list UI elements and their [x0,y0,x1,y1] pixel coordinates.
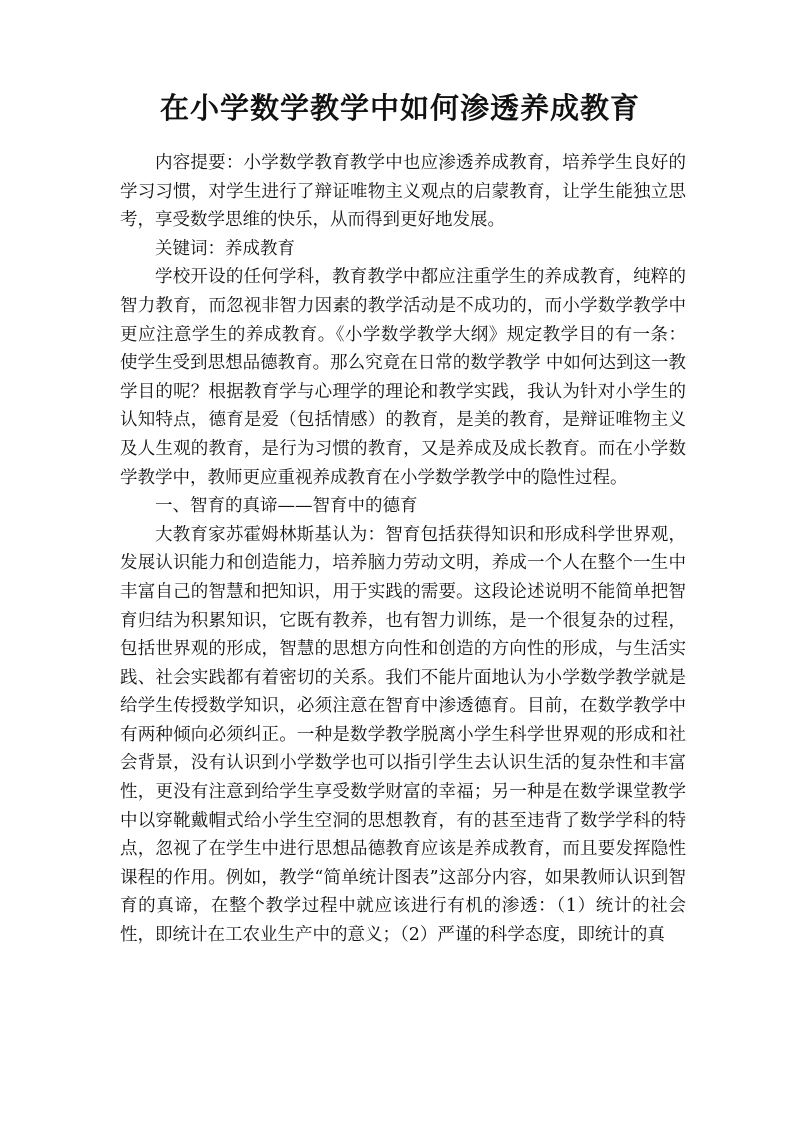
keywords-line: 关键词：养成教育 [155,238,295,259]
section-heading-1: 一、智育的真谛——智育中的德育 [155,496,418,517]
body-paragraph-2: 大教育家苏霍姆林斯基认为：智育包括获得知识和形成科学世界观，发展认识能力和创造能力，培养脑力劳动文明，养成一个人在整个一生中丰富自己的智慧和把知识，用于实践的需要。这段论述说明不能简单把智育归结为积累知识，它既有教养，也有智力训练，是一个很复杂的过程，包括世界观的形成，智慧的思想方向性和创造的方向性的形成，与生活实践、社会实践都有着密切的关系。我们不能片面地认为小学数学教学就是给学生传授数学知识，必须注意在智育中渗透德育。目前，在数学教学中有两种倾向必须纠正。一种是数学教学脱离小学生科学世界观的形成和社会背景，没有认识到小学数学也可以指引学生去认识生活的复杂性和丰富性，更没有注意到给学生享受数学财富的幸福；另一种是在数学课堂教学中以穿靴戴帽式给小学生空洞的思想教育，有的甚至违背了数学学科的特点，忽视了在学生中进行思想品德教育应该是养成教育，而且要发挥隐性课程的作用。例如，教学“简单统计图表”这部分内容，如果教师认识到智育的真谛，在整个教学过程中就应该进行有机的渗透：（1）统计的社会性，即统计在工农业生产中的意义；（2）严谨的科学态度，即统计的真 [120,524,686,946]
page-title: 在小学数学教学中如何渗透养成教育 [159,91,640,125]
body-paragraph-1: 学校开设的任何学科，教育教学中都应注重学生的养成教育，纯粹的智力教育，而忽视非智力因素的教学活动是不成功的，而小学数学教学中更应注意学生的养成教育。《小学数学教学大纲》规定教学目的有一条：使学生受到思想品德教育。那么究竟在日常的数学教学 中如何达到这一教学目的呢？根据教育学与心理学的理论和教学实践，我认为针对小学生的认知特点，德育是爱（包括情感）的教育，是美的教育，是辩证唯物主义及人生观的教育，是行为习惯的教育，又是养成及成长教育。而在小学数学教学中，教师更应重视养成教育在小学数学教学中的隐性过程。 [120,267,686,488]
document-body [120,149,686,950]
summary-paragraph: 内容提要：小学数学教育教学中也应渗透养成教育，培养学生良好的学习习惯，对学生进行了辩证唯物主义观点的启蒙教育，让学生能独立思考，享受数学思维的快乐，从而得到更好地发展。 [120,153,686,231]
